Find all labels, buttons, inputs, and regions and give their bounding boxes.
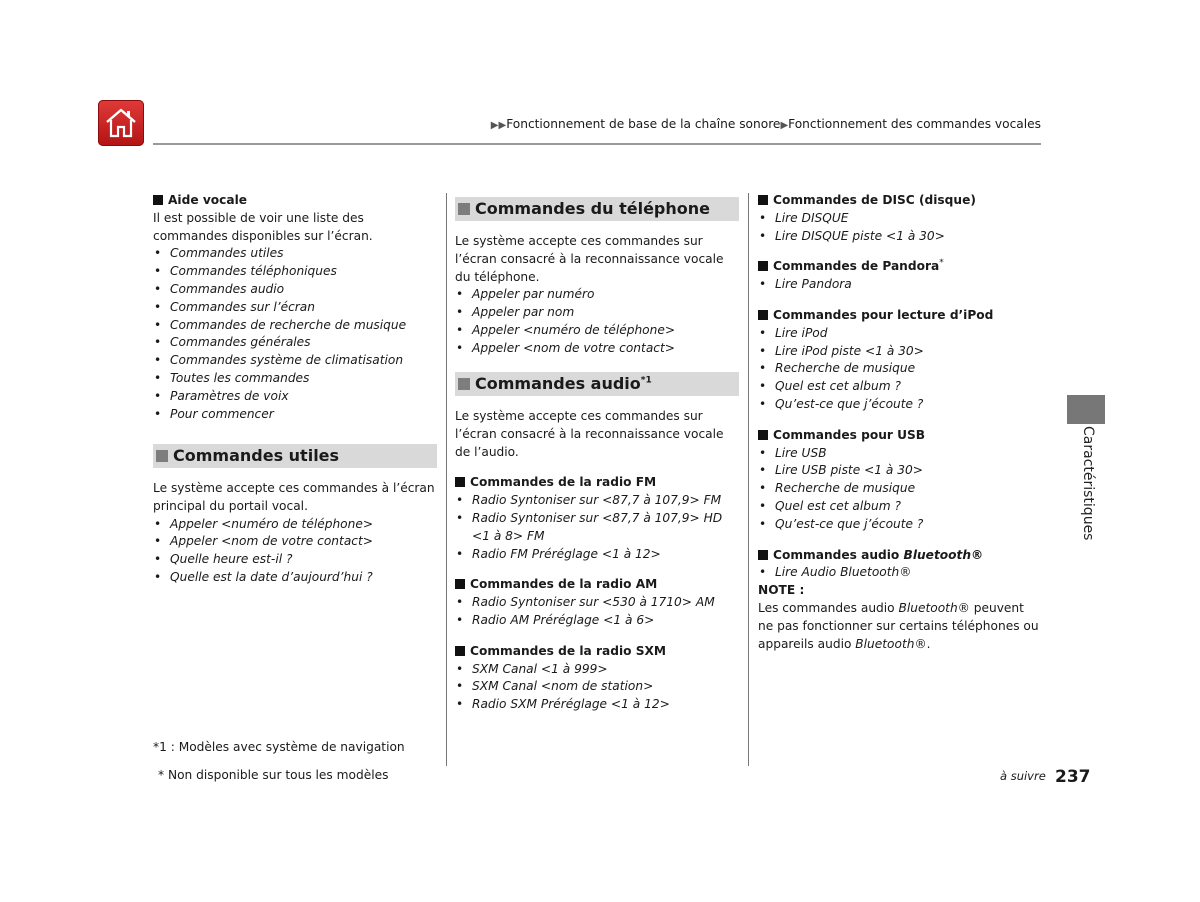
- home-button[interactable]: [98, 100, 144, 146]
- usb-commands-list: [758, 445, 1042, 534]
- column-2: [455, 197, 739, 358]
- paragraph: Le système accepte ces commandes sur l’écran consacré à la reconnaissance vocale de l’audio.: [455, 409, 724, 459]
- list-item: • Lire DISQUE: [758, 210, 1042, 228]
- list-item: • Qu’est-ce que j’écoute ?: [758, 396, 1042, 414]
- section-heading: Commandes pour USB: [758, 427, 1042, 445]
- pandora-commands-list: [758, 276, 1042, 294]
- gray-square-icon: [458, 203, 470, 215]
- list-item: • SXM Canal <nom de station>: [455, 678, 739, 696]
- bluetooth-commands-list: [758, 564, 1042, 582]
- column-divider: [748, 193, 749, 766]
- list-item: • Appeler <nom de votre contact>: [153, 533, 437, 551]
- list-item: • SXM Canal <1 à 999>: [455, 661, 739, 679]
- square-bullet-icon: [153, 195, 163, 205]
- breadcrumb-link-2[interactable]: Fonctionnement des commandes vocales: [788, 117, 1041, 131]
- list-item: • Radio Syntoniser sur <87,7 à 107,9> FM: [455, 492, 739, 510]
- list-item: • Radio Syntoniser sur <87,7 à 107,9> HD <1 à 8> FM: [455, 510, 739, 546]
- square-bullet-icon: [758, 550, 768, 560]
- am-commands-list: [455, 594, 739, 630]
- phone-commands-list: [455, 286, 739, 357]
- footnote: * Non disponible sur tous les modèles: [158, 768, 389, 782]
- list-item: • Radio AM Préréglage <1 à 6>: [455, 612, 739, 630]
- gray-square-icon: [458, 378, 470, 390]
- note-text: Les commandes audio Bluetooth® peuvent ne pas fonctionner sur certains téléphones ou appareils audio Bluetooth®.: [758, 600, 1039, 651]
- list-item: • Lire DISQUE piste <1 à 30>: [758, 228, 1042, 246]
- list-item: • Lire Pandora: [758, 276, 1042, 294]
- home-icon: [104, 107, 138, 139]
- column-3: [758, 192, 1042, 653]
- breadcrumb-link-1[interactable]: Fonctionnement de base de la chaîne sonore: [506, 117, 781, 131]
- section-heading: Commandes audio Bluetooth®: [758, 547, 1042, 565]
- page-number: 237: [1055, 767, 1091, 787]
- paragraph: Il est possible de voir une liste des commandes disponibles sur l’écran.: [153, 210, 373, 243]
- square-bullet-icon: [758, 261, 768, 271]
- section-heading: Aide vocale: [153, 192, 437, 210]
- section-heading: Commandes de DISC (disque): [758, 192, 1042, 210]
- list-item: • Lire iPod piste <1 à 30>: [758, 343, 1042, 361]
- list-item: • Quel est cet album ?: [758, 378, 1042, 396]
- list-item: • Lire USB piste <1 à 30>: [758, 462, 1042, 480]
- section-bar: Commandes du téléphone: [455, 197, 739, 221]
- list-item: • Radio SXM Préréglage <1 à 12>: [455, 696, 739, 714]
- list-item: • Appeler par numéro: [455, 286, 739, 304]
- ipod-commands-list: [758, 325, 1042, 414]
- breadcrumb: [491, 117, 1041, 131]
- list-item: • Commandes système de climatisation: [153, 352, 437, 370]
- list-item: • Commandes générales: [153, 334, 437, 352]
- square-bullet-icon: [455, 477, 465, 487]
- voice-help-list: [153, 245, 437, 423]
- list-item: • Appeler par nom: [455, 304, 739, 322]
- section-heading: Commandes de Pandora*: [758, 258, 1042, 276]
- column-1: [153, 192, 437, 423]
- section-heading: Commandes de la radio FM: [455, 474, 739, 492]
- section-bar: Commandes audio$^{*1}$: [455, 372, 739, 396]
- list-item: • Appeler <numéro de téléphone>: [153, 516, 437, 534]
- list-item: • Qu’est-ce que j’écoute ?: [758, 516, 1042, 534]
- list-item: • Radio FM Préréglage <1 à 12>: [455, 546, 739, 564]
- paragraph: Le système accepte ces commandes à l’écran principal du portail vocal.: [153, 481, 435, 513]
- list-item: • Quel est cet album ?: [758, 498, 1042, 516]
- list-item: • Quelle heure est-il ?: [153, 551, 437, 569]
- list-item: • Lire Audio Bluetooth®: [758, 564, 1042, 582]
- sxm-commands-list: [455, 661, 739, 714]
- list-item: • Pour commencer: [153, 406, 437, 424]
- chapter-label[interactable]: Caractéristiques: [1080, 426, 1096, 541]
- useful-commands-list: [153, 516, 437, 587]
- column-2-audio: [455, 372, 739, 714]
- note-label: NOTE :: [758, 583, 805, 598]
- list-item: • Commandes utiles: [153, 245, 437, 263]
- list-item: • Toutes les commandes: [153, 370, 437, 388]
- list-item: • Commandes de recherche de musique: [153, 317, 437, 335]
- list-item: • Commandes sur l’écran: [153, 299, 437, 317]
- list-item: • Commandes téléphoniques: [153, 263, 437, 281]
- section-bar: Commandes utiles: [153, 444, 437, 468]
- column-1-lower: [153, 444, 437, 587]
- breadcrumb-arrow-icon: ▶: [780, 120, 789, 131]
- list-item: • Radio Syntoniser sur <530 à 1710> AM: [455, 594, 739, 612]
- list-item: • Lire USB: [758, 445, 1042, 463]
- list-item: • Quelle est la date d’aujourd’hui ?: [153, 569, 437, 587]
- list-item: • Paramètres de voix: [153, 388, 437, 406]
- breadcrumb-arrow-icon: ▶▶: [490, 120, 507, 131]
- list-item: • Lire iPod: [758, 325, 1042, 343]
- square-bullet-icon: [455, 646, 465, 656]
- section-heading: Commandes de la radio SXM: [455, 643, 739, 661]
- chapter-tab[interactable]: [1067, 395, 1105, 424]
- section-heading: Commandes de la radio AM: [455, 576, 739, 594]
- square-bullet-icon: [758, 310, 768, 320]
- header-divider: [153, 143, 1041, 145]
- section-heading: Commandes pour lecture d’iPod: [758, 307, 1042, 325]
- fm-commands-list: [455, 492, 739, 563]
- gray-square-icon: [156, 450, 168, 462]
- square-bullet-icon: [758, 430, 768, 440]
- list-item: • Recherche de musique: [758, 480, 1042, 498]
- list-item: • Recherche de musique: [758, 360, 1042, 378]
- footnote: *1 : Modèles avec système de navigation: [153, 740, 405, 754]
- list-item: • Appeler <numéro de téléphone>: [455, 322, 739, 340]
- paragraph: Le système accepte ces commandes sur l’écran consacré à la reconnaissance vocale du téléphone.: [455, 234, 724, 284]
- square-bullet-icon: [758, 195, 768, 205]
- list-item: • Commandes audio: [153, 281, 437, 299]
- column-divider: [446, 193, 447, 766]
- disc-commands-list: [758, 210, 1042, 246]
- square-bullet-icon: [455, 579, 465, 589]
- list-item: • Appeler <nom de votre contact>: [455, 340, 739, 358]
- continue-label: à suivre: [1000, 769, 1046, 783]
